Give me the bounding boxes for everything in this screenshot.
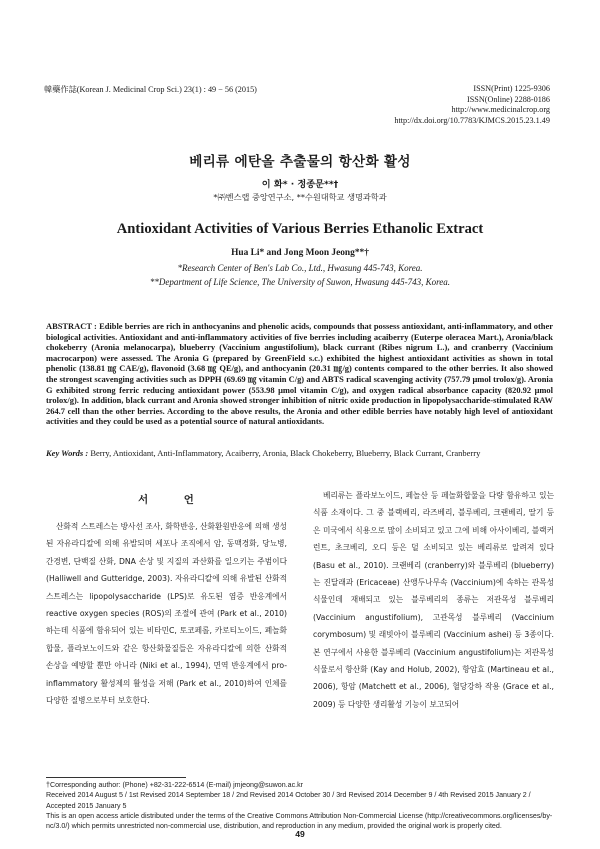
page-number: 49: [295, 829, 305, 839]
english-authors: Hua Li* and Jong Moon Jeong**†: [231, 248, 369, 258]
journal-citation: 韓藥作誌(Korean J. Medicinal Crop Sci.) 23(1) : 49 − 56 (2015): [44, 85, 257, 94]
keywords-list: Berry, Antioxidant, Anti-Inflammatory, Acaiberry, Aronia, Black Chokeberry, Blueberry, Black Currant, Cranberry: [88, 448, 481, 458]
english-affiliation-2: **Department of Life Science, The University of Suwon, Hwasung 445-743, Korea.: [149, 277, 451, 287]
revision-history: Received 2014 August 5 / 1st Revised 2014 September 18 / 2nd Revised 2014 October 30 / 3rd Revised 2014 December 9 / 4th Revised 2015 January 2 / Accepted 2015 January 5: [46, 791, 531, 810]
footnote: [46, 780, 554, 831]
body-column-right: 베리류는 플라보노이드, 페놀산 등 페놀화합물을 다량 함유하고 있는 식품 소재이다. 그 중 블랙베리, 라즈베리, 블루베리, 크랜베리, 딸기 등은 미국에서 식용으로 많이 소비되고 있고 그에 비해 아사이베리, 블랙커런트, 초크베리, 오디 등은 덜 소비되고 있는 베리류로 알려져 있다 (Basu et al., 2010). 크랜베리 (cranberry)와 블루베리 (blueberry)는 진달래과 (Ericaceae) 산앵두나무속 (Vaccinium)에 속하는 관목성 식물인데 재배되고 있는 블루베리의 종류는 저관목성 블루베리 (Vaccinium angustifolium), 고관목성 블루베리 (Vaccinium corymbosum) 및 래빗아이 블루베리 (Vaccinium ashei) 등 3종이다. 본 연구에서 사용한 블루베리 (Vaccinium angustifolium)는 저관목성 식물로서 항산화 (Kay and Holub, 2002), 항암효 (Martineau et al., 2006), 항암 (Matchett et al., 2006), 혈당강하 작용 (Grace et al., 2009) 등 다양한 생리활성 기능이 보고되어: [313, 491, 554, 709]
abstract: ABSTRACT : Edible berries are rich in anthocyanins and phenolic acids, compounds that possess antioxidant, anti-inflammatory, and other biological activities. Antioxidant and anti-inflammatory activities of five berries including acaiberry (Euterpe oleracea Mart.), Aronia/black chokeberry (Aronia melanocarpa), blueberry (Vaccinium angustifolium), black currant (Ribes nigrum L.), and cranberry (Vaccinium macrocarpon) were assessed. The Aronia G (prepared by GreenField s.c.) exhibited the highest antioxidant activities as shown in total phenolic (138.81 ㎎ CAE/g), flavonoid (3.68 ㎎ QE/g), and anthocyanin (20.31 ㎎/g) contents compared to the other berries. It also showed the strongest scavenging activities such as DPPH (69.69 ㎎ vitamin C/g) and ABTS radical scavenging activity (757.79 μmol trolox/g). Aronia G exhibited strong ferric reducing antioxidant power (553.98 μmol vitamin C/g), and oxygen radical absorbance capacity (820.92 μmol trolox/g). In addition, black currant and Aronia showed stronger inhibition of nitric oxide production in lipopolysaccharide-stimulated RAW 264.7 cell than the other berries. According to the above results, the Aronia and other edible berries have notably high level of antioxidant activities and they could be used as a potential source of natural antioxidants.: [46, 321, 553, 427]
journal-website: http://www.medicinalcrop.org: [451, 105, 550, 115]
body-column-left: 산화적 스트레스는 방사선 조사, 화학반응, 산화환원반응에 의해 생성된 자유라디칼에 의해 유발되며 세포나 조직에서 암, 동맥경화, 당뇨병, 간경변, 단백질 산화, DNA 손상 및 지질의 과산화를 일으키는 주범이다 (Halliwell and Gutteridge, 2003). 자유라디칼에 의해 유발된 산화적 스트레스는 lipopolysaccharide (LPS)로 유도된 염증 반응계에서 reactive oxygen species (ROS)의 조절에 관여 (Park et al., 2010)하는데 식품에 함유되어 있는 비타민C, 토코페롤, 카로티노이드, 폐놀화합물, 플라보노이드와 같은 항산화물질들은 자유라디칼에 의한 산화적 손상을 예방할 뿐만 아니라 (Niki et al., 1994), 면역 반응계에서 pro-inflammatory 활성제의 활성을 저해 (Park et al., 2010)하여 인체를 다양한 질병으로부터 보호한다.: [46, 522, 287, 706]
keywords-label: Key Words :: [46, 448, 89, 458]
english-title: Antioxidant Activities of Various Berries Ethanolic Extract: [116, 221, 484, 237]
license-notice: This is an open access article distributed under the terms of the Creative Commons Attribution Non-Commercial License (http://creativecommons.org/licenses/by-nc/3.0/) which permits unrestricted non-commercial use, distribution, and reproduction in any medium, provided the original work is properly cited.: [46, 811, 553, 831]
issn-online: ISSN(Online) 2288-0186: [466, 94, 550, 104]
keywords: [46, 448, 553, 459]
english-affiliation-1: *Research Center of Ben's Lab Co., Ltd., Hwasung 445-743, Korea.: [177, 263, 423, 273]
footnote-divider: [46, 777, 186, 778]
doi-link: http://dx.doi.org/10.7783/KJMCS.2015.23.1.49: [394, 115, 550, 125]
korean-authors: 이 화* · 정종문**†: [261, 179, 339, 190]
korean-title: 베리류 에탄올 추출물의 항산화 활성: [189, 154, 411, 170]
korean-affiliation: *㈜벤스랩 중앙연구소, **수원대학교 생명과학과: [213, 192, 387, 202]
section-heading-introduction: 서 언: [138, 494, 210, 506]
issn-print: ISSN(Print) 1225-9306: [473, 84, 550, 93]
corresponding-author: †Corresponding author: (Phone) +82-31-222-6514 (E-mail) jmjeong@suwon.ac.kr: [46, 781, 303, 789]
journal-identifiers: [350, 84, 550, 126]
